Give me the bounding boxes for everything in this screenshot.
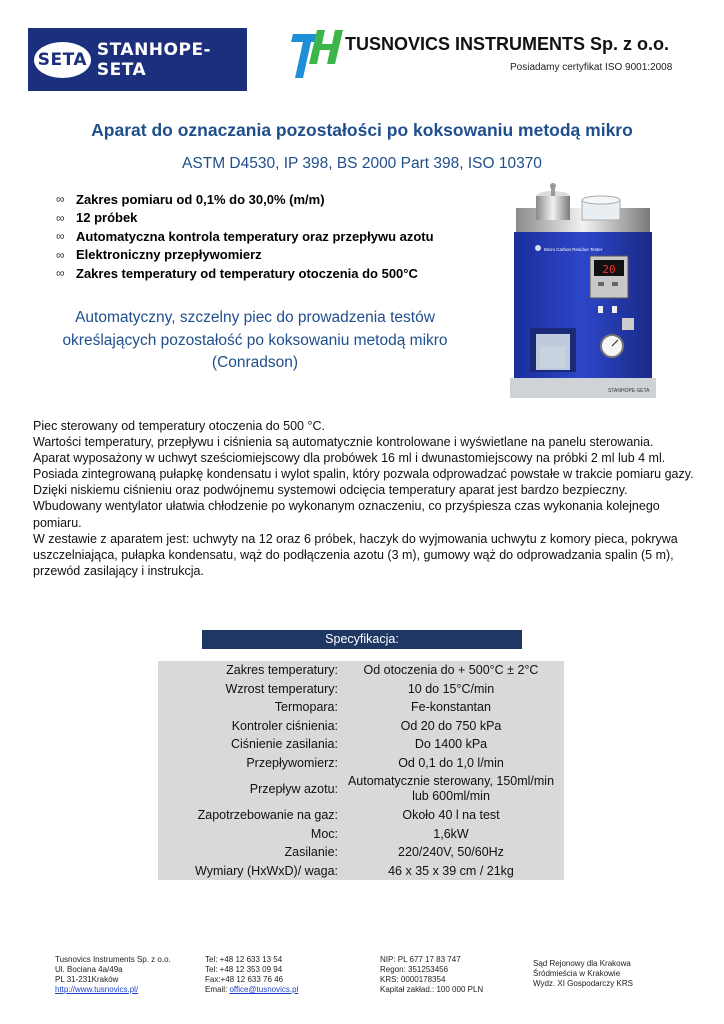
bullet-icon: ∞	[56, 192, 65, 207]
footer-contact: Tel: +48 12 633 13 54 Tel: +48 12 353 09 94 Fax:+48 12 633 76 46 Email: office@tusnovics.pl	[205, 955, 299, 994]
seta-badge: SETA	[34, 42, 91, 78]
description-paragraph: W zestawie z aparatem jest: uchwyty na 12 oraz 6 próbek, haczyk do wyjmowania uchwytu z komory pieca, pokrywa uszczelniająca, pułapka kondensatu, wąż do podłączenia azotu (3 m), gumowy wąż do odprowadzania spalin (5 m), przewód zasilający i instrukcja.	[33, 531, 678, 578]
table-row: Zapotrzebowanie na gaz: Około 40 l na test	[197, 808, 500, 823]
footer-address: Tusnovics Instruments Sp. z o.o. Ul. Bociana 4a/49a PL 31-231Kraków http://www.tusnovics.pl/	[55, 955, 171, 994]
svg-text:20: 20	[602, 263, 616, 276]
spec-heading: Specyfikacja:	[202, 630, 522, 649]
description-paragraph: Piec sterowany od temperatury otoczenia do 500 °C.	[33, 419, 325, 433]
website-link[interactable]: http://www.tusnovics.pl/	[55, 985, 139, 994]
footer-registration: NIP: PL 677 17 83 747 Regon: 351253456 KRS: 0000178354 Kapitał zakład.: 100 000 PLN	[380, 955, 484, 994]
table-row: Kontroler ciśnienia: Od 20 do 750 kPa	[231, 718, 502, 733]
feature-item: ∞ Zakres temperatury od temperatury otoczenia do 500°C	[56, 265, 418, 281]
feature-item: ∞ Automatyczna kontrola temperatury oraz przepływu azotu	[56, 228, 434, 244]
table-row: Zasilanie: 220/240V, 50/60Hz	[284, 845, 504, 860]
table-row: Ciśnienie zasilania: Do 1400 kPa	[230, 737, 488, 752]
table-row: Przepływomierz: Od 0,1 do 1,0 l/min	[246, 755, 504, 770]
bullet-icon: ∞	[56, 247, 65, 262]
device-image	[508, 178, 658, 403]
iso-certificate: Posiadamy certyfikat ISO 9001:2008	[510, 62, 673, 73]
table-row: Moc: 1,6kW	[310, 826, 469, 841]
footer-court: Sąd Rejonowy dla Krakowa Śródmieścia w Krakowie Wydz. XI Gospodarczy KRS	[533, 959, 633, 988]
feature-item: ∞ Elektroniczny przepływomierz	[56, 247, 262, 263]
seta-logo	[28, 28, 247, 91]
email-link[interactable]: office@tusnovics.pl	[229, 985, 299, 994]
table-row: Wzrost temperatury: 10 do 15°C/min	[225, 681, 495, 696]
spec-table	[158, 661, 564, 880]
table-row: Termopara: Fe-konstantan	[274, 700, 491, 715]
svg-text:STANHOPE-SETA: STANHOPE-SETA	[608, 388, 650, 394]
company-name: TUSNOVICS INSTRUMENTS Sp. z o.o.	[345, 34, 670, 54]
table-row: Zakres temperatury: Od otoczenia do + 500°C ± 2°C	[226, 663, 539, 678]
tagline: Automatyczny, szczelny piec do prowadzenia testów określających pozostałość po koksowaniu metodą mikro (Conradson)	[62, 309, 448, 371]
feature-item: ∞ 12 próbek	[56, 210, 138, 226]
table-row: Wymiary (HxWxD)/ waga: 46 x 35 x 39 cm / 21kg	[195, 863, 514, 878]
description-paragraph: Wartości temperatury, przepływu i ciśnienia są automatycznie kontrolowane i wyświetlane na panelu sterowania.	[33, 435, 654, 450]
page-title: Aparat do oznaczania pozostałości po koksowaniu metodą mikro	[91, 120, 633, 140]
svg-text:Micro Carbon Residue Tester: Micro Carbon Residue Tester	[544, 247, 603, 252]
th-logo-icon	[287, 28, 343, 80]
bullet-icon: ∞	[56, 229, 65, 244]
bullet-icon: ∞	[56, 210, 65, 225]
feature-item: ∞ Zakres pomiaru od 0,1% do 30,0% (m/m)	[56, 191, 325, 207]
table-row: Przepływ azotu: Automatycznie sterowany, 150ml/min lub 600ml/min	[249, 774, 555, 803]
bullet-icon: ∞	[56, 266, 65, 281]
description	[33, 418, 698, 579]
stanhope-seta-wordmark: STANHOPE-SETA	[96, 39, 212, 80]
feature-list	[56, 190, 434, 283]
description-paragraph: Aparat wyposażony w uchwyt sześciomiejscowy dla probówek 16 ml i dwunastomiejscowy na próbki 2 ml lub 4 ml. Posiada zintegrowaną pułapkę kondensatu i wylot spalin, który pozwala odprowadzać powstałe w trakcie pomiaru gazy.	[33, 451, 694, 482]
description-paragraph: Dzięki niskiemu ciśnieniu oraz podwójnemu systemowi odcięcia temperatury aparat jest bardzo bezpieczny. Wbudowany wentylator ułatwia chłodzenie po wykonanym oznaczeniu, co przyśpiesza czas wykonania kolejnego pomiaru.	[33, 483, 660, 530]
standards-line: ASTM D4530, IP 398, BS 2000 Part 398, ISO 10370	[182, 155, 542, 172]
